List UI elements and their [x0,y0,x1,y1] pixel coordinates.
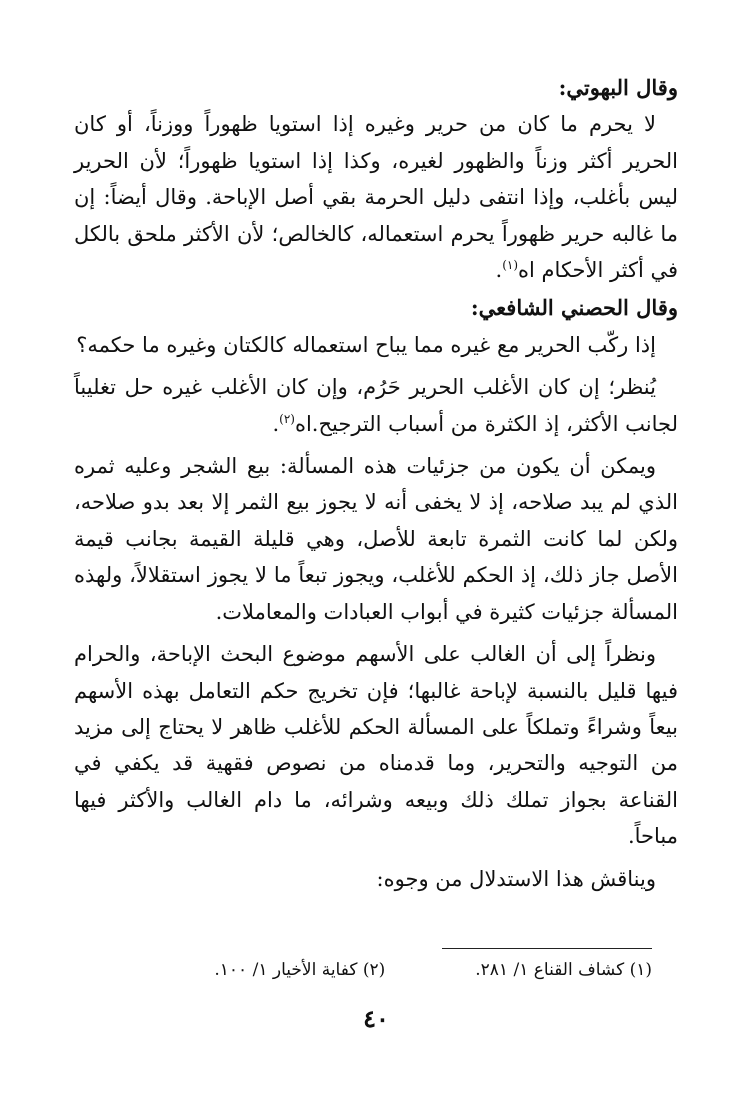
footnote-1: (١) كشاف القناع ١/ ٢٨١. [475,960,652,980]
paragraph-end: . [495,258,503,283]
paragraph-end: . [272,411,280,436]
paragraph: ويمكن أن يكون من جزئيات هذه المسألة: بيع الشجر وعليه ثمره الذي لم يبد صلاحه، إذ لا يخفى أنه لا يجوز بيع الثمر إلا بعد بدو صلاحه، ولكن لما كانت الثمرة تابعة للأصل، وهي قليلة القيمة بجانب قيمة الأصل جاز ذلك، إذ الحكم للأغلب، ويجوز تبعاً ما لا يجوز استقلالاً، ولهذه المسألة جزئيات كثيرة في أبواب العبادات والمعاملات. [74,454,678,624]
footnote-marker[interactable]: (١) [502,258,519,273]
body-text [74,70,678,897]
paragraph [74,369,678,442]
footnote-marker[interactable]: (٢) [279,411,295,426]
page-number: ٤٠ [363,1004,389,1033]
footnote-divider [442,948,652,949]
paragraph [74,106,678,288]
paragraph: ويناقش هذا الاستدلال من وجوه: [376,866,656,891]
section-heading: وقال الحصني الشافعي: [470,295,678,321]
paragraph-text: لا يحرم ما كان من حرير وغيره إذا استويا ظهوراً ووزناً، أو كان الحرير أكثر وزناً والظهور لغيره، وكذا إذا استويا ظهوراً؛ لأن الحرير ليس بأغلب، وإذا انتفى دليل الحرمة بقي أصل الإباحة. وقال أيضاً: إن ما غالبه حرير ظهوراً يحرم استعماله، كالخالص؛ لأن الأكثر ملحق بالكل في أكثر الأحكام اه [74,112,678,283]
section-heading: وقال البهوتي: [558,75,678,100]
paragraph-text: يُنظر؛ إن كان الأغلب الحرير حَرُم، وإن كان الأغلب غيره حل تغليباً لجانب الأكثر، إذ الكثرة من أسباب الترجيح.اه [74,375,678,436]
footnotes [120,956,652,984]
paragraph: إذا ركّب الحرير مع غيره مما يباح استعماله كالكتان وغيره ما حكمه؟ [76,332,656,357]
paragraph: ونظراً إلى أن الغالب على الأسهم موضوع البحث الإباحة، والحرام فيها قليل بالنسبة لإباحة غالبها؛ فإن تخريج حكم التعامل بهذه الأسهم بيعاً وشراءً وتملكاً على المسألة الحكم للأغلب ظاهر لا يحتاج إلى مزيد من التوجيه والتحرير، وما قدمناه من نصوص فقهية قد يكفي في القناعة بجواز تملك ذلك وبيعه وشرائه، ما دام الغالب والأكثر فيها مباحاً. [74,642,678,849]
footnote-2: (٢) كفاية الأخيار ١/ ١٠٠. [214,960,386,980]
